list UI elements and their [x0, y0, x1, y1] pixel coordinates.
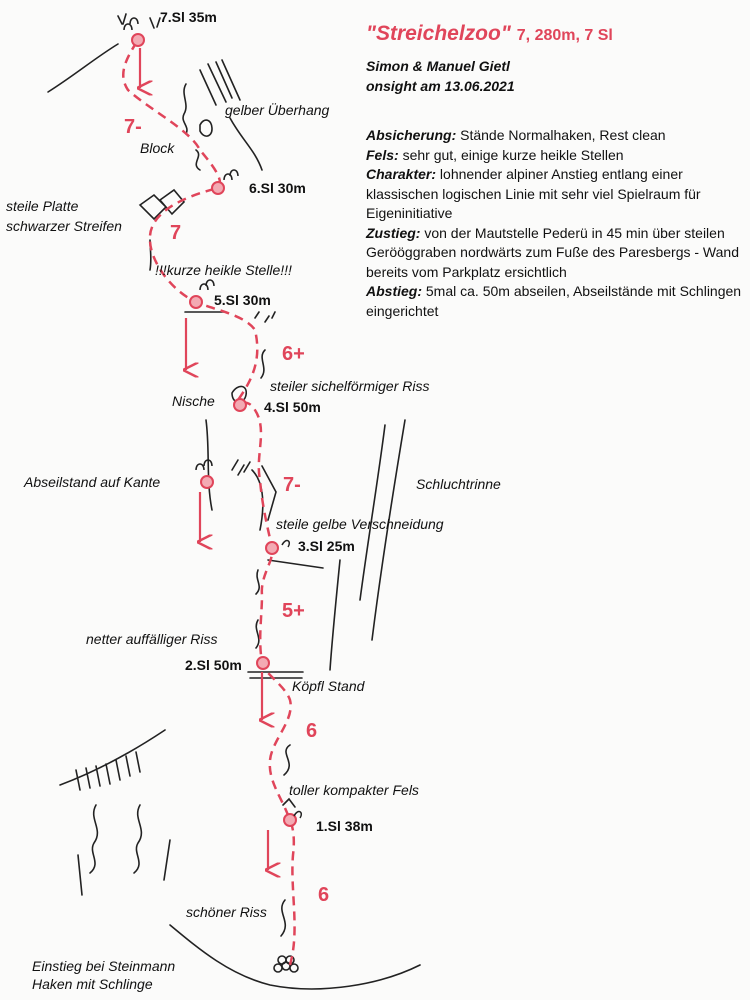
- piton-abseil: [196, 460, 212, 470]
- crack-mark-b: [256, 570, 259, 594]
- crack-mark-a: [196, 150, 200, 170]
- authors: Simon & Manuel Gietl: [366, 58, 510, 74]
- title-block: [366, 22, 746, 96]
- sickle-crack: [261, 350, 265, 378]
- belay-6-marker: [212, 182, 224, 194]
- annotation-steile-platte: steile Platte: [6, 198, 79, 214]
- authors-block: [366, 56, 746, 96]
- annotation-schwarzer-streifen: schwarzer Streifen: [6, 218, 122, 234]
- annotation-nische: Nische: [172, 393, 215, 409]
- belay-4-marker: [234, 399, 246, 411]
- ridge-hatch: [76, 752, 140, 790]
- info-key: Charakter:: [366, 166, 437, 182]
- gully-line-3: [330, 560, 340, 670]
- pillar-crack-2: [134, 805, 141, 873]
- belay-3-label: 3.Sl 25m: [298, 538, 355, 554]
- cairn-stone-1: [274, 964, 282, 972]
- belay-ledge-3: [268, 560, 323, 568]
- annotation-heikle-stelle: !!!kurze heikle Stelle!!!: [155, 262, 292, 278]
- belay-7-marker: [132, 34, 144, 46]
- annotation-schoener-riss: schöner Riss: [186, 904, 267, 920]
- overhang-hatch: [200, 60, 240, 105]
- annotation-schluchtrinne: Schluchtrinne: [416, 476, 501, 492]
- crack-mark-c: [256, 620, 259, 648]
- belay-4-label: 4.Sl 50m: [264, 399, 321, 415]
- piton-7: [124, 18, 138, 30]
- grade-pitch-1: 6: [318, 884, 330, 906]
- info-text: lohnender alpiner Anstieg entlang einer klassischen logischen Linie mit sehr viel Spielraum für Eigeninitiative: [366, 166, 701, 221]
- belay-2-label: 2.Sl 50m: [185, 657, 242, 673]
- info-key: Abstieg:: [366, 283, 422, 299]
- dihedral-edge-2: [262, 466, 276, 520]
- edge-line: [206, 420, 212, 510]
- annotation-einstieg: Einstieg bei Steinmann: [32, 958, 176, 974]
- info-zustieg: [366, 224, 746, 283]
- annotation-verschneidung: steile gelbe Verschneidung: [276, 516, 444, 532]
- overhang-edge: [230, 118, 262, 170]
- annotation-sichel-riss: steiler sichelförmiger Riss: [270, 378, 430, 394]
- grade-pitch-4: 7-: [283, 474, 301, 496]
- piton-3: [282, 541, 289, 547]
- block-shape: [200, 120, 212, 136]
- crack-mark-d: [284, 745, 290, 775]
- info-key: Fels:: [366, 146, 399, 163]
- info-key: Zustieg:: [366, 224, 421, 241]
- info-text: 5mal ca. 50m abseilen, Abseilstände mit Schlingen eingerichtet: [366, 283, 742, 319]
- route-meta: 7, 280m, 7 Sl: [516, 27, 613, 44]
- grade-pitch-2: 6: [306, 720, 318, 742]
- info-key: Absicherung:: [366, 127, 457, 143]
- annotation-haken: Haken mit Schlinge: [32, 976, 153, 992]
- route-info: [366, 126, 746, 321]
- route-line: [123, 40, 294, 965]
- ridge-line-bottom: [60, 730, 165, 785]
- grade-pitch-5: 6+: [282, 343, 305, 365]
- verschneidung-hatch: [232, 460, 250, 475]
- piton-6: [224, 170, 238, 180]
- piton-marks: [124, 18, 301, 818]
- annotation-block: Block: [140, 140, 175, 156]
- annotation-abseilstand: Abseilstand auf Kante: [24, 474, 161, 490]
- first-ascent-date: onsight am 13.06.2021: [366, 78, 515, 94]
- belay-1-label: 1.Sl 38m: [316, 818, 373, 834]
- slab-blocks: [140, 190, 184, 219]
- info-abstieg: [366, 282, 746, 321]
- grade-pitch-6: 7: [170, 222, 182, 244]
- belay-6-label: 6.Sl 30m: [249, 180, 306, 196]
- belay-7-label: 7.Sl 35m: [160, 9, 217, 25]
- block-crack: [183, 84, 187, 134]
- belay-2-marker: [257, 657, 269, 669]
- piton-5: [200, 280, 214, 290]
- abseil-arrows: [140, 48, 268, 870]
- cairn-stone-4: [278, 956, 286, 964]
- info-text: Stände Normalhaken, Rest clean: [456, 127, 666, 143]
- grade-pitch-7: 7-: [124, 116, 142, 138]
- info-charakter: [366, 165, 746, 224]
- small-marks: [255, 312, 275, 322]
- info-text: sehr gut, einige kurze heikle Stellen: [398, 146, 624, 163]
- pillar-edges: [78, 840, 170, 895]
- ridge-line-top: [48, 44, 118, 92]
- route-title-row: [366, 22, 746, 46]
- belay-3-marker: [266, 542, 278, 554]
- bolt-mark-1: [283, 799, 295, 807]
- info-text: von der Mautstelle Pederü in 45 min über steilen Gerööggraben nordwärts zum Fuße des Paresbergs - Wand bereits vom Parkplatz ersichtlich: [366, 224, 739, 280]
- abseil-station-marker: [201, 476, 213, 488]
- belay-5-marker: [190, 296, 202, 308]
- annotation-kompakter-fels: toller kompakter Fels: [289, 782, 419, 798]
- grade-pitch-3: 5+: [282, 600, 305, 622]
- pillar-crack-1: [90, 805, 97, 873]
- crack-mark-e: [281, 900, 285, 936]
- annotation-koepfl-stand: Köpfl Stand: [292, 678, 365, 694]
- belay-5-label: 5.Sl 30m: [214, 292, 271, 308]
- rock-sketch: [48, 14, 420, 989]
- info-absicherung: [366, 126, 746, 146]
- route-title: "Streichelzoo": [366, 22, 511, 45]
- info-fels: [366, 146, 746, 166]
- annotation-gelber-ueberhang: gelber Überhang: [225, 102, 330, 118]
- annotation-netter-riss: netter auffälliger Riss: [86, 631, 218, 647]
